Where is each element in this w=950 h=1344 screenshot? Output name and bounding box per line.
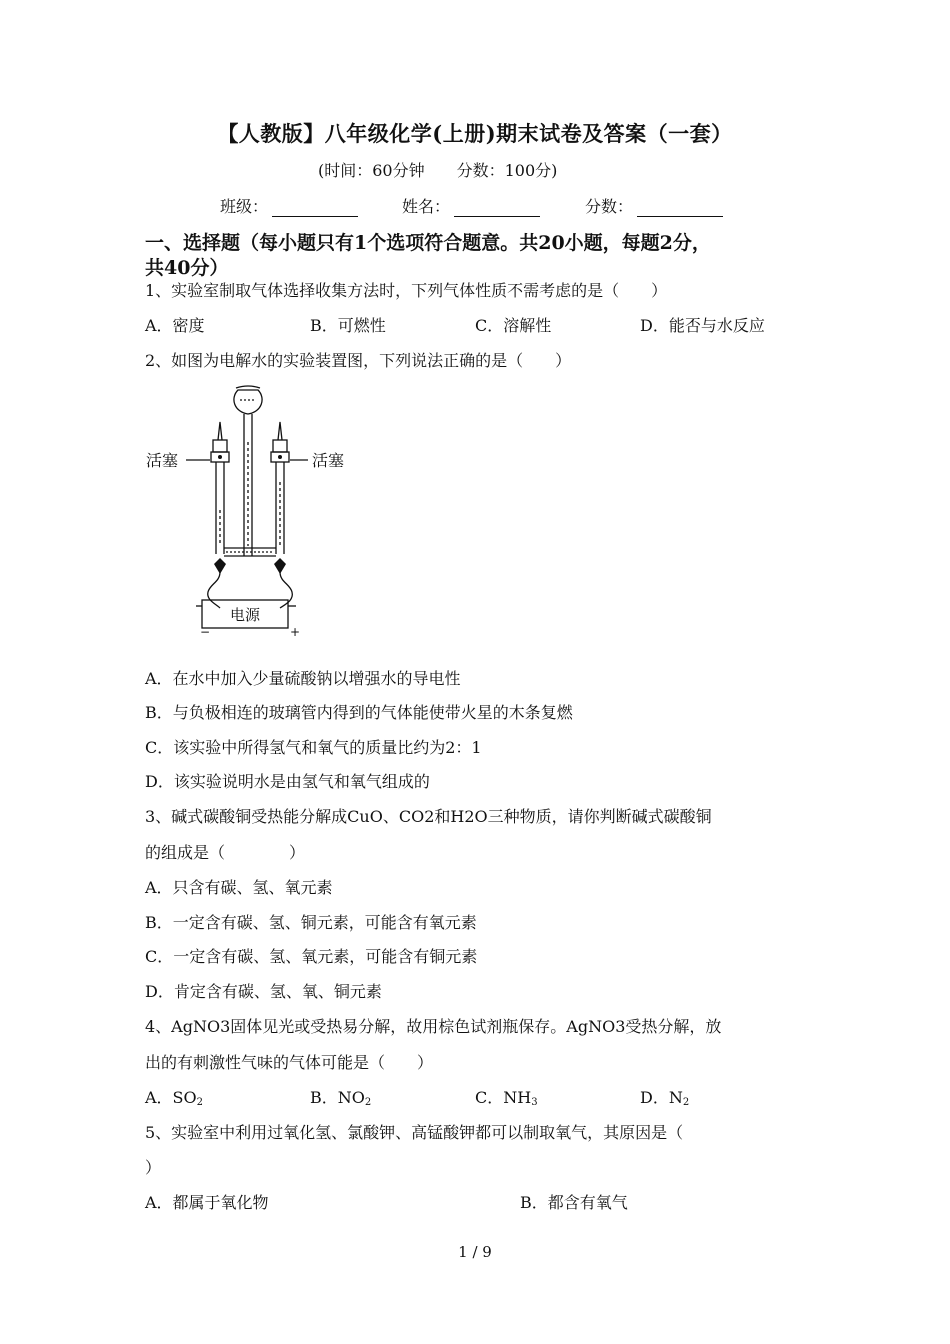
class-blank bbox=[272, 199, 358, 217]
q2-option-b: B．与负极相连的玻璃管内得到的气体能使带火星的木条复燃 bbox=[145, 703, 573, 722]
left-stopcock-label: 活塞 bbox=[146, 451, 179, 470]
q5-stem-line1: 5、实验室中利用过氧化氢、氯酸钾、高锰酸钾都可以制取氧气，其原因是（ bbox=[145, 1123, 684, 1142]
right-stopcock-label: 活塞 bbox=[312, 451, 345, 470]
positive-terminal-label: + bbox=[290, 625, 301, 639]
q3-option-b: B．一定含有碳、氢、铜元素，可能含有氧元素 bbox=[145, 913, 477, 932]
q1-option-c: C．溶解性 bbox=[475, 316, 552, 335]
time-score-info: (时间：60分钟 分数：100分) bbox=[318, 161, 558, 180]
q4-option-d: D．$N_2$ bbox=[640, 1088, 690, 1108]
q1-option-d: D．能否与水反应 bbox=[640, 316, 765, 335]
page-title: 【人教版】八年级化学(上册)期末试卷及答案（一套） bbox=[217, 121, 733, 146]
q1-option-a: A．密度 bbox=[145, 316, 205, 335]
section-heading-line1: 一、选择题（每小题只有1个选项符合题意。共20小题，每题2分， bbox=[145, 232, 711, 254]
q4-stem-line2: 出的有刺激性气味的气体可能是（ ） bbox=[145, 1053, 434, 1072]
page-number: 1 / 9 bbox=[458, 1243, 492, 1261]
q4-option-b: B．$NO_2$ bbox=[310, 1088, 372, 1108]
class-field bbox=[220, 194, 358, 217]
name-field bbox=[402, 194, 540, 217]
section-heading-line2: 共40分） bbox=[145, 257, 229, 279]
score-blank bbox=[637, 199, 723, 217]
electrolysis-apparatus-diagram bbox=[140, 382, 360, 640]
class-label: 班级： bbox=[220, 197, 269, 216]
q5-option-a: A．都属于氧化物 bbox=[145, 1193, 269, 1212]
q2-option-c: C．该实验中所得氢气和氧气的质量比约为2：1 bbox=[145, 738, 482, 757]
q5-stem-line2: ） bbox=[145, 1158, 162, 1177]
name-label: 姓名： bbox=[402, 197, 451, 216]
q1-option-b: B．可燃性 bbox=[310, 316, 386, 335]
name-blank bbox=[454, 199, 540, 217]
q4-option-a: A．$SO_2$ bbox=[145, 1088, 204, 1108]
q2-stem: 2、如图为电解水的实验装置图，下列说法正确的是（ ） bbox=[145, 351, 572, 370]
q3-option-a: A．只含有碳、氢、氧元素 bbox=[145, 878, 333, 897]
power-supply-label: 电源 bbox=[230, 606, 261, 624]
q4-stem-line1: 4、AgNO3固体见光或受热易分解，故用棕色试剂瓶保存。AgNO3受热分解，放 bbox=[145, 1017, 722, 1036]
q2-option-d: D．该实验说明水是由氢气和氧气组成的 bbox=[145, 772, 430, 791]
negative-terminal-label: − bbox=[200, 625, 211, 639]
score-label: 分数： bbox=[585, 197, 634, 216]
q4-option-c: C．$NH_3$ bbox=[475, 1088, 538, 1108]
q5-option-b: B．都含有氧气 bbox=[520, 1193, 628, 1212]
score-field bbox=[585, 194, 723, 217]
q3-option-d: D．肯定含有碳、氢、氧、铜元素 bbox=[145, 982, 382, 1001]
q3-option-c: C．一定含有碳、氢、氧元素，可能含有铜元素 bbox=[145, 947, 478, 966]
q2-option-a: A．在水中加入少量硫酸钠以增强水的导电性 bbox=[145, 669, 461, 688]
q3-stem-line2: 的组成是（ ） bbox=[145, 843, 306, 862]
q3-stem-line1: 3、碱式碳酸铜受热能分解成CuO、CO2和H2O三种物质，请你判断碱式碳酸铜 bbox=[145, 807, 712, 826]
q1-stem: 1、实验室制取气体选择收集方法时，下列气体性质不需考虑的是（ ） bbox=[145, 281, 668, 300]
